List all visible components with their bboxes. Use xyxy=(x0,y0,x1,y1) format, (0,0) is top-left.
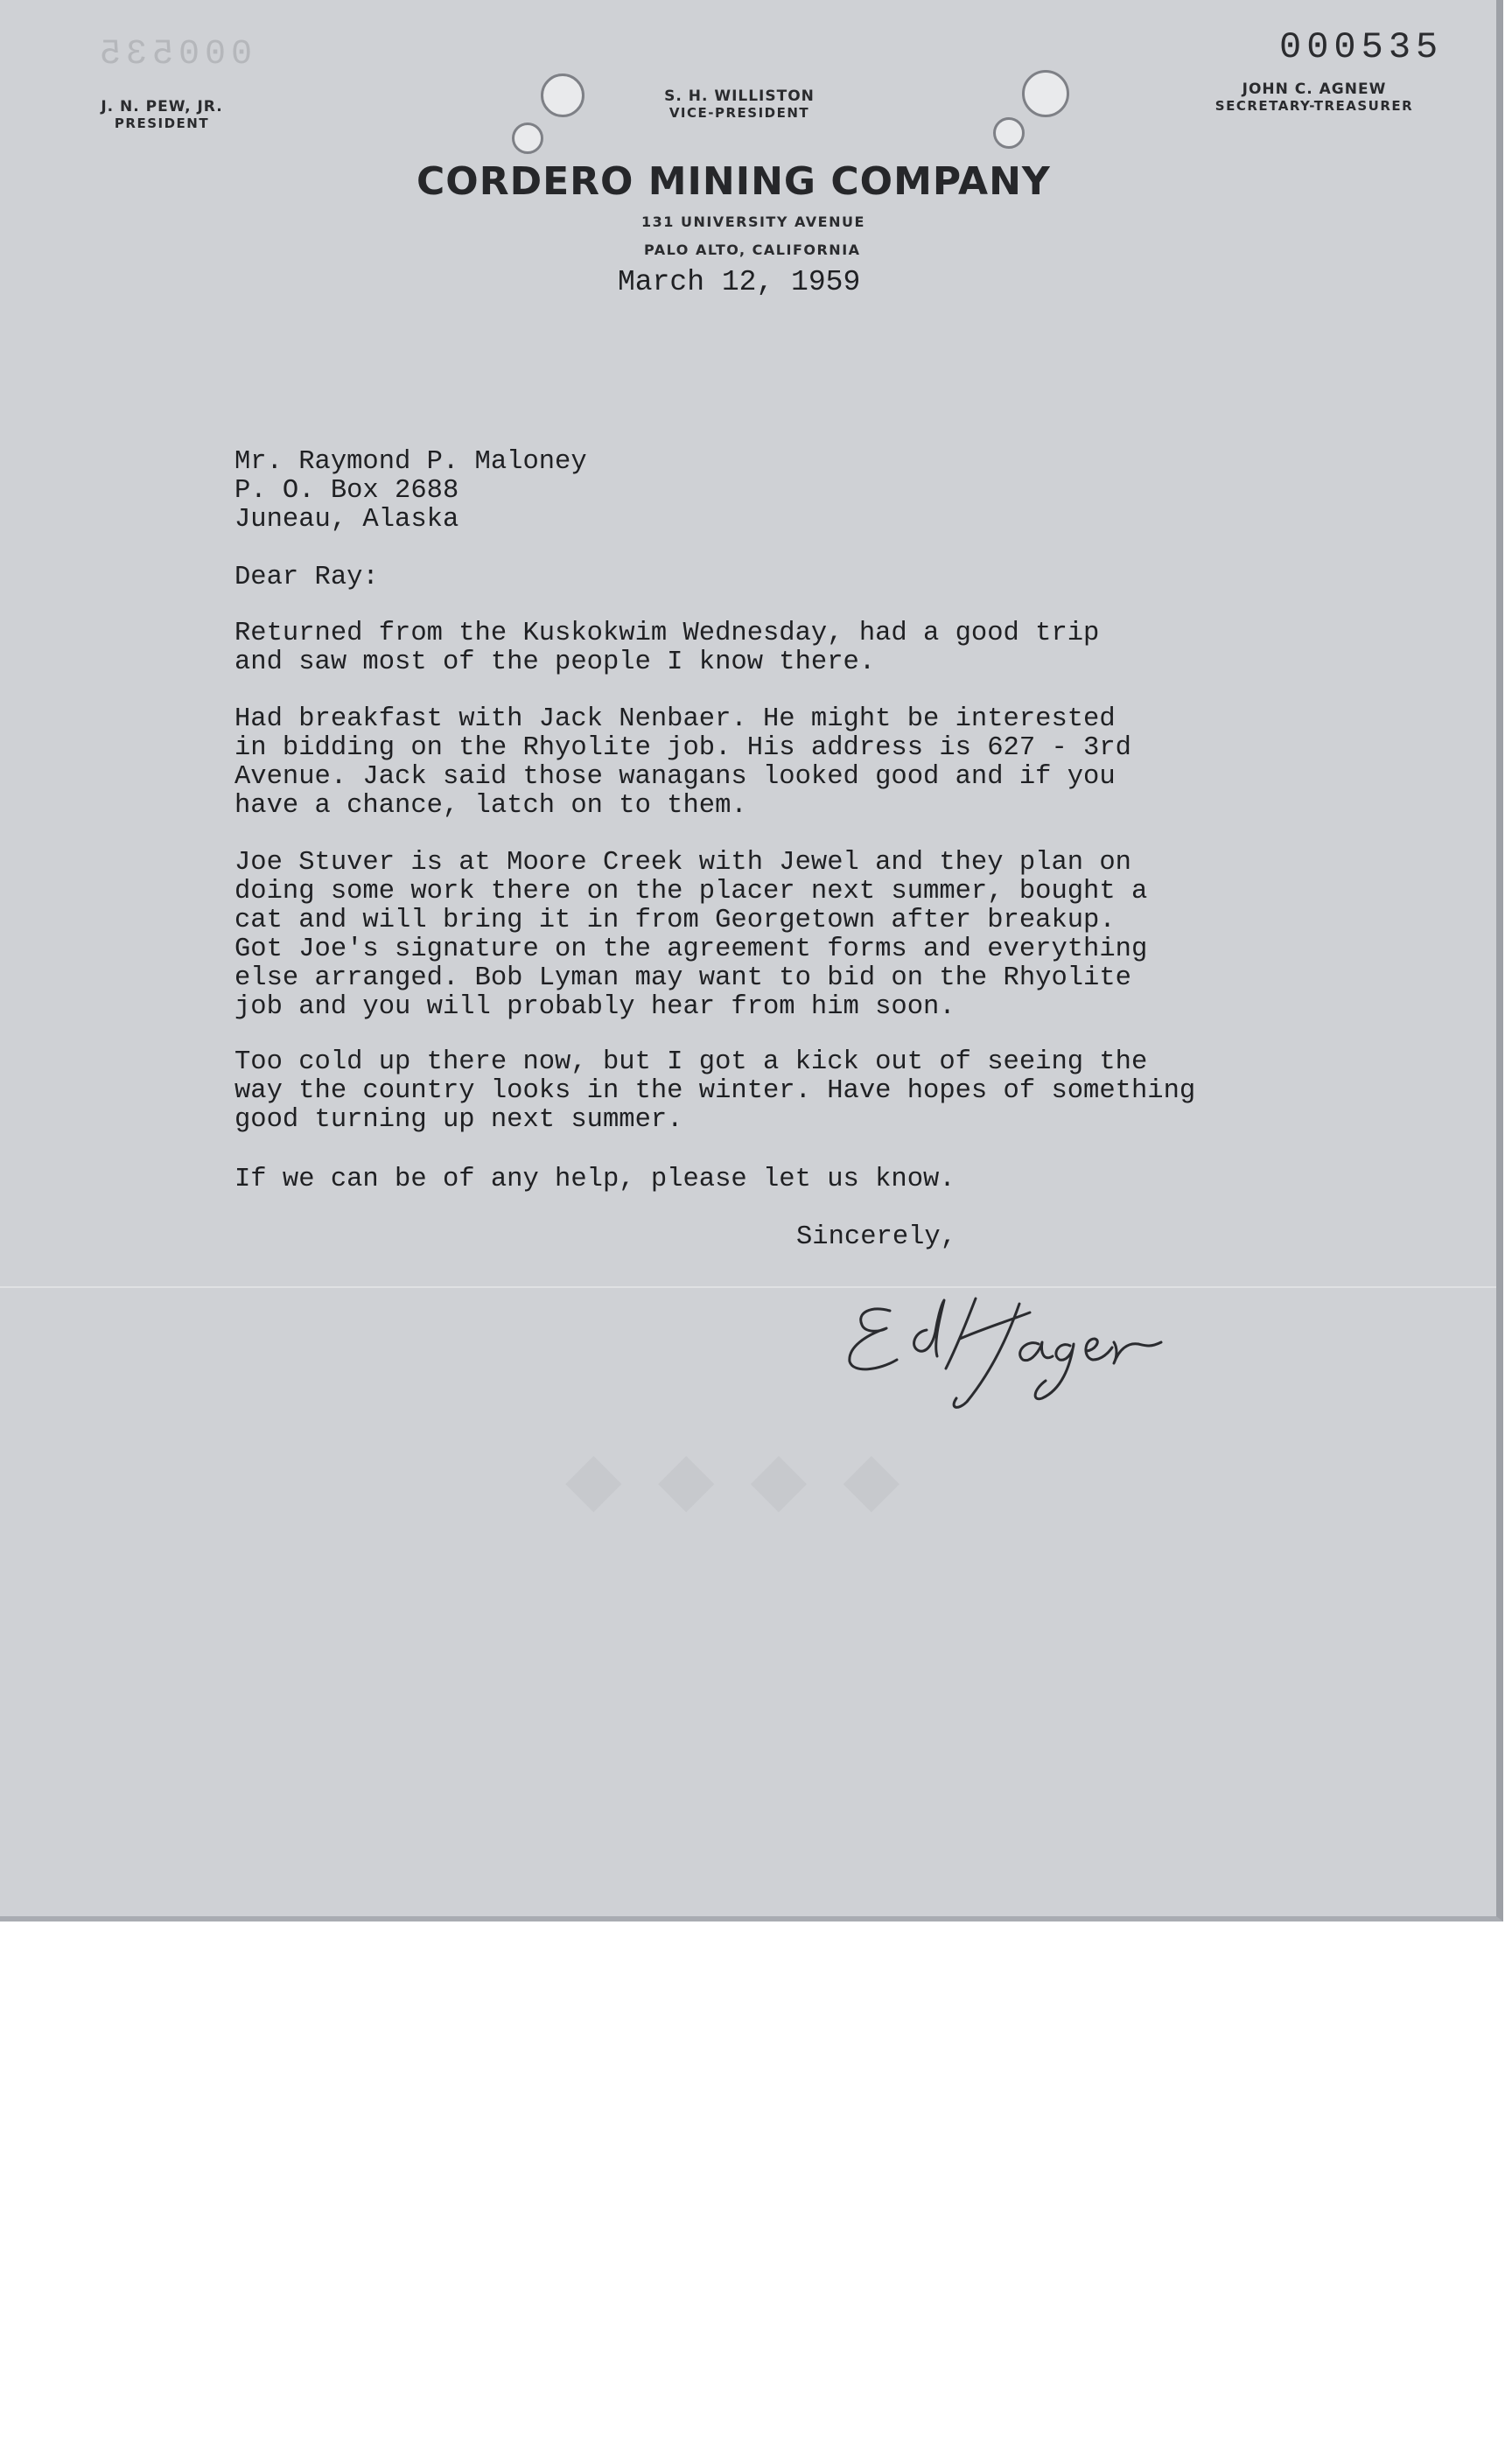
text-line: If we can be of any help, please let us know. xyxy=(234,1165,956,1194)
secretary-block xyxy=(1200,80,1428,114)
paragraph-3 xyxy=(234,849,1372,1022)
recipient-line: P. O. Box 2688 xyxy=(234,476,459,506)
binder-hole xyxy=(1022,70,1069,117)
recipient-address xyxy=(234,448,1372,535)
recipient-line: Juneau, Alaska xyxy=(234,505,459,535)
paragraph-4 xyxy=(234,1048,1372,1135)
text-line: Had breakfast with Jack Nenbaer. He might be interested xyxy=(234,704,1116,734)
vp-name: S. H. WILLISTON xyxy=(664,88,815,105)
vice-president-block xyxy=(643,88,836,121)
text-line: Returned from the Kuskokwim Wednesday, had a good trip xyxy=(234,619,1100,648)
vp-title: VICE-PRESIDENT xyxy=(668,105,810,121)
closing: Sincerely, xyxy=(796,1222,957,1252)
salutation: Dear Ray: xyxy=(234,563,379,592)
company-city: PALO ALTO, CALIFORNIA xyxy=(644,242,861,258)
secretary-title: SECRETARY-TREASURER xyxy=(1214,98,1414,114)
paragraph-1 xyxy=(234,620,1372,677)
document-number: 000535 xyxy=(1279,26,1444,68)
text-line: good turning up next summer. xyxy=(234,1105,683,1135)
paragraph-5 xyxy=(234,1166,1372,1194)
text-line: Joe Stuver is at Moore Creek with Jewel and they plan on xyxy=(234,848,1131,878)
text-line: Got Joe's signature on the agreement forms and everything xyxy=(234,934,1148,964)
text-line: Avenue. Jack said those wanagans looked good and if you xyxy=(234,762,1116,792)
text-line: doing some work there on the placer next summer, bought a xyxy=(234,877,1148,906)
president-title: PRESIDENT xyxy=(114,116,210,131)
binder-hole xyxy=(512,122,543,154)
fold-crease xyxy=(0,1286,1496,1288)
binder-hole xyxy=(993,117,1025,149)
secretary-name: JOHN C. AGNEW xyxy=(1242,80,1387,98)
paragraph-2 xyxy=(234,705,1372,821)
text-line: Too cold up there now, but I got a kick out of seeing the xyxy=(234,1047,1148,1077)
binder-hole xyxy=(541,74,584,117)
letter-date: March 12, 1959 xyxy=(618,266,861,298)
text-line: have a chance, latch on to them. xyxy=(234,791,747,821)
company-name: CORDERO MINING COMPANY xyxy=(416,159,1051,204)
president-name: J. N. PEW, JR. xyxy=(101,98,223,116)
bleed-through-stamp xyxy=(560,1435,900,1521)
text-line: job and you will probably hear from him soon. xyxy=(234,992,956,1022)
text-line: cat and will bring it in from Georgetown after breakup. xyxy=(234,906,1116,935)
ghost-mark: ◆ ◆ ◆ ◆ xyxy=(560,1435,900,1521)
company-street: 131 UNIVERSITY AVENUE xyxy=(641,214,865,230)
text-line: and saw most of the people I know there. xyxy=(234,648,876,677)
recipient-line: Mr. Raymond P. Maloney xyxy=(234,447,587,477)
signature xyxy=(836,1286,1186,1418)
text-line: way the country looks in the winter. Have hopes of something xyxy=(234,1076,1196,1106)
president-block xyxy=(88,98,236,131)
text-line: in bidding on the Rhyolite job. His address is 627 - 3rd xyxy=(234,733,1131,763)
text-line: else arranged. Bob Lyman may want to bid on the Rhyolite xyxy=(234,963,1131,993)
bleed-through-number: 000535 xyxy=(94,35,253,74)
